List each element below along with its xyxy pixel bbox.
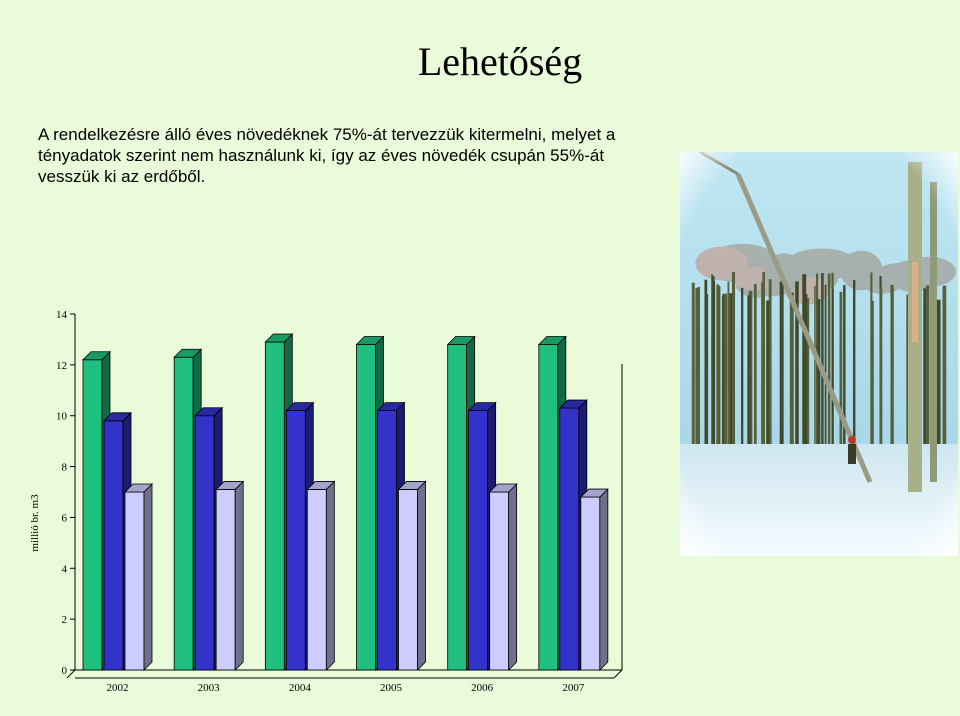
slide-body-text: A rendelkezésre álló éves növedéknek 75%-át tervezzük kitermelni, melyet a tényadatok szerint nem használunk ki, így az éves növedék csupán 55%-át vesszük ki az erdőből.: [38, 125, 616, 186]
bar-2004-series-3: [307, 481, 334, 670]
y-tick-label: 10: [56, 410, 67, 423]
bar-2007-series-3: [581, 489, 608, 670]
bar-2005-series-3: [399, 481, 426, 670]
y-tick-label: 0: [61, 665, 67, 677]
floor-right-edge: [614, 670, 622, 678]
y-tick-label: 8: [61, 461, 67, 474]
x-tick-label-2002: 2002: [106, 682, 129, 694]
x-tick-label-2005: 2005: [380, 682, 402, 694]
slide-title: Lehetőség: [417, 39, 583, 84]
chart-bars: [83, 334, 608, 670]
bar-chart: [0, 300, 640, 716]
y-axis-label: millió br. m3: [29, 494, 41, 552]
x-tick-label-2007: 2007: [562, 682, 585, 694]
forest-photo: [680, 152, 958, 556]
y-ticks: [56, 309, 75, 677]
x-tick-label-2004: 2004: [288, 682, 311, 694]
y-tick-label: 14: [56, 309, 67, 321]
bar-2003-series-3: [216, 481, 243, 670]
floor-left-edge: [67, 670, 75, 678]
y-tick-label: 12: [56, 359, 67, 372]
x-tick-label-2003: 2003: [197, 682, 220, 694]
bar-2006-series-3: [490, 484, 517, 670]
y-tick-label: 6: [61, 512, 67, 525]
y-tick-label: 2: [61, 614, 67, 627]
x-tick-label-2006: 2006: [471, 682, 494, 694]
bar-2002-series-3: [125, 484, 152, 670]
x-ticks: [107, 682, 585, 694]
y-tick-label: 4: [61, 563, 67, 576]
